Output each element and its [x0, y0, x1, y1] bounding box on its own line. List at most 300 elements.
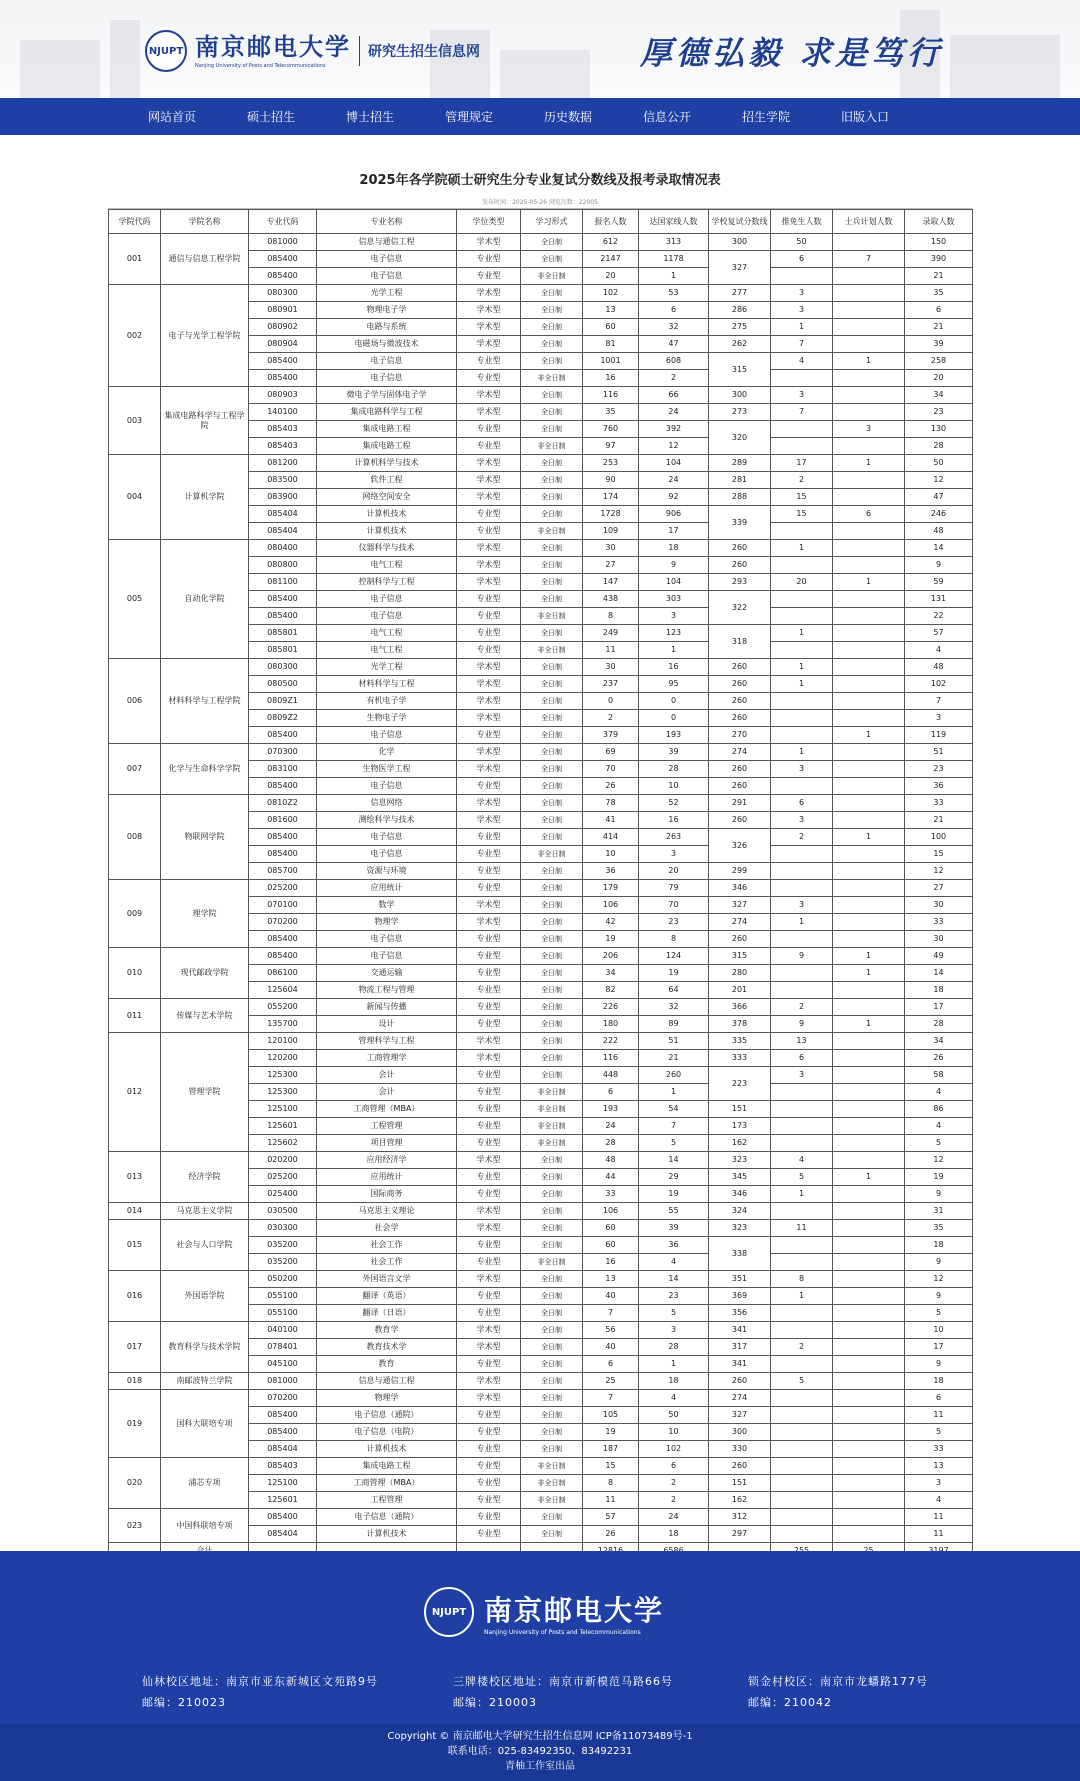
major-name: 工商管理学 [317, 1050, 457, 1067]
major-name: 设计 [317, 1016, 457, 1033]
college-code: 002 [109, 285, 161, 387]
college-code: 015 [109, 1220, 161, 1271]
school-score-line: 201 [709, 982, 771, 999]
exempt-students: 1 [771, 319, 833, 336]
school-score-line: 260 [709, 1373, 771, 1390]
major-name: 信息与通信工程 [317, 234, 457, 251]
study-mode: 全日制 [521, 999, 583, 1016]
school-score-line: 341 [709, 1356, 771, 1373]
national-line-passed: 313 [639, 234, 709, 251]
applicants: 106 [583, 1203, 639, 1220]
college-code: 013 [109, 1152, 161, 1203]
soldier-plan [833, 1135, 905, 1152]
degree-type: 学术型 [457, 472, 521, 489]
exempt-students: 5 [771, 1169, 833, 1186]
site-header [0, 0, 1080, 98]
study-mode: 全日制 [521, 812, 583, 829]
major-name: 集成电路工程 [317, 421, 457, 438]
applicants: 612 [583, 234, 639, 251]
major-name: 教育技术学 [317, 1339, 457, 1356]
school-score-line: 275 [709, 319, 771, 336]
admitted: 30 [905, 897, 973, 914]
nav-item[interactable]: 旧版入口 [841, 110, 890, 124]
exempt-students: 1 [771, 1186, 833, 1203]
national-line-passed: 3 [639, 608, 709, 625]
table-row [109, 1373, 973, 1390]
major-code: 085400 [249, 1509, 317, 1526]
admitted: 36 [905, 778, 973, 795]
degree-type: 专业型 [457, 625, 521, 642]
admitted: 33 [905, 1441, 973, 1458]
school-score-line: 341 [709, 1322, 771, 1339]
national-line-passed: 24 [639, 1509, 709, 1526]
nav-item[interactable]: 招生学院 [742, 110, 791, 124]
degree-type: 专业型 [457, 829, 521, 846]
admitted: 31 [905, 1203, 973, 1220]
soldier-plan [833, 608, 905, 625]
study-mode: 非全日制 [521, 1101, 583, 1118]
site-logo[interactable] [145, 30, 480, 72]
exempt-students: 3 [771, 812, 833, 829]
exempt-students: 7 [771, 336, 833, 353]
exempt-students: 13 [771, 1033, 833, 1050]
college-name: 中国科联培专项 [161, 1509, 249, 1543]
major-code: 080903 [249, 387, 317, 404]
soldier-plan [833, 863, 905, 880]
national-line-passed: 10 [639, 1424, 709, 1441]
exempt-students [771, 846, 833, 863]
degree-type: 专业型 [457, 999, 521, 1016]
major-code: 0809Z1 [249, 693, 317, 710]
exempt-students [771, 1526, 833, 1543]
study-mode: 全日制 [521, 1169, 583, 1186]
college-name: 自动化学院 [161, 540, 249, 659]
school-score-line: 378 [709, 1016, 771, 1033]
admitted: 14 [905, 965, 973, 982]
applicants: 60 [583, 1237, 639, 1254]
national-line-passed: 52 [639, 795, 709, 812]
admitted: 86 [905, 1101, 973, 1118]
degree-type: 学术型 [457, 336, 521, 353]
soldier-plan [833, 387, 905, 404]
degree-type: 专业型 [457, 1118, 521, 1135]
college-name: 物联网学院 [161, 795, 249, 880]
applicants: 34 [583, 965, 639, 982]
degree-type: 学术型 [457, 659, 521, 676]
major-code: 085400 [249, 1407, 317, 1424]
study-mode: 全日制 [521, 1271, 583, 1288]
degree-type: 学术型 [457, 557, 521, 574]
applicants: 179 [583, 880, 639, 897]
applicants: 40 [583, 1339, 639, 1356]
exempt-students: 3 [771, 1067, 833, 1084]
major-code: 0810Z2 [249, 795, 317, 812]
major-code: 070200 [249, 1390, 317, 1407]
school-score-line: 297 [709, 1526, 771, 1543]
national-line-passed: 5 [639, 1135, 709, 1152]
exempt-students: 1 [771, 744, 833, 761]
national-line-passed: 66 [639, 387, 709, 404]
school-score-line: 327 [709, 897, 771, 914]
major-name: 教育 [317, 1356, 457, 1373]
exempt-students [771, 438, 833, 455]
national-line-passed: 89 [639, 1016, 709, 1033]
major-code: 085403 [249, 1458, 317, 1475]
study-mode: 全日制 [521, 965, 583, 982]
degree-type: 专业型 [457, 1424, 521, 1441]
admitted: 33 [905, 795, 973, 812]
exempt-students: 9 [771, 948, 833, 965]
major-name: 计算机技术 [317, 523, 457, 540]
admitted: 11 [905, 1407, 973, 1424]
national-line-passed: 32 [639, 319, 709, 336]
major-code: 080902 [249, 319, 317, 336]
table-row [109, 1271, 973, 1288]
campus-xianlin [142, 1671, 378, 1713]
table-row [109, 1203, 973, 1220]
school-score-line: 223 [709, 1067, 771, 1101]
exempt-students: 20 [771, 574, 833, 591]
school-score-line: 300 [709, 234, 771, 251]
school-score-line: 270 [709, 727, 771, 744]
exempt-students: 6 [771, 1050, 833, 1067]
study-mode: 全日制 [521, 744, 583, 761]
major-code: 085400 [249, 1424, 317, 1441]
table-row [109, 234, 973, 251]
degree-type: 专业型 [457, 1067, 521, 1084]
national-line-passed: 2 [639, 1475, 709, 1492]
table-body [109, 234, 973, 1560]
national-line-passed: 7 [639, 1118, 709, 1135]
school-score-line: 312 [709, 1509, 771, 1526]
applicants: 60 [583, 1220, 639, 1237]
major-name: 电子信息 [317, 591, 457, 608]
exempt-students: 50 [771, 234, 833, 251]
table-row [109, 999, 973, 1016]
school-score-line: 286 [709, 302, 771, 319]
major-code: 085700 [249, 863, 317, 880]
soldier-plan [833, 268, 905, 285]
school-score-line: 260 [709, 659, 771, 676]
national-line-passed: 92 [639, 489, 709, 506]
admitted: 35 [905, 1220, 973, 1237]
soldier-plan [833, 540, 905, 557]
study-mode: 全日制 [521, 1373, 583, 1390]
degree-type: 专业型 [457, 1186, 521, 1203]
admitted: 21 [905, 319, 973, 336]
admitted: 12 [905, 1152, 973, 1169]
major-code: 030500 [249, 1203, 317, 1220]
national-line-passed: 55 [639, 1203, 709, 1220]
major-name: 管理科学与工程 [317, 1033, 457, 1050]
exempt-students [771, 1203, 833, 1220]
exempt-students [771, 1424, 833, 1441]
national-line-passed: 51 [639, 1033, 709, 1050]
major-name: 新闻与传播 [317, 999, 457, 1016]
study-mode: 全日制 [521, 1526, 583, 1543]
national-line-passed: 29 [639, 1169, 709, 1186]
applicants: 8 [583, 1475, 639, 1492]
study-mode: 全日制 [521, 931, 583, 948]
admitted: 58 [905, 1067, 973, 1084]
nav-item[interactable]: 历史数据 [544, 110, 593, 124]
degree-type: 学术型 [457, 234, 521, 251]
soldier-plan [833, 472, 905, 489]
school-score-line: 260 [709, 812, 771, 829]
degree-type: 专业型 [457, 863, 521, 880]
admitted: 4 [905, 1084, 973, 1101]
major-code: 025400 [249, 1186, 317, 1203]
admitted: 30 [905, 931, 973, 948]
study-mode: 全日制 [521, 251, 583, 268]
study-mode: 全日制 [521, 455, 583, 472]
degree-type: 学术型 [457, 1152, 521, 1169]
national-line-passed: 1 [639, 1356, 709, 1373]
soldier-plan [833, 625, 905, 642]
soldier-plan [833, 285, 905, 302]
degree-type: 专业型 [457, 1135, 521, 1152]
applicants: 82 [583, 982, 639, 999]
national-line-passed: 2 [639, 370, 709, 387]
admitted: 28 [905, 1016, 973, 1033]
soldier-plan [833, 1339, 905, 1356]
major-code: 055100 [249, 1305, 317, 1322]
school-score-line: 288 [709, 489, 771, 506]
admitted: 17 [905, 999, 973, 1016]
study-mode: 全日制 [521, 1220, 583, 1237]
soldier-plan: 1 [833, 1169, 905, 1186]
degree-type: 专业型 [457, 1305, 521, 1322]
major-code: 070300 [249, 744, 317, 761]
national-line-passed: 23 [639, 1288, 709, 1305]
applicants: 180 [583, 1016, 639, 1033]
soldier-plan [833, 982, 905, 999]
soldier-plan [833, 846, 905, 863]
exempt-students [771, 1118, 833, 1135]
soldier-plan [833, 1067, 905, 1084]
exempt-students: 15 [771, 506, 833, 523]
school-score-line: 356 [709, 1305, 771, 1322]
degree-type: 学术型 [457, 693, 521, 710]
logo-university-name: 南京邮电大学 [195, 32, 351, 61]
study-mode: 全日制 [521, 234, 583, 251]
study-mode: 全日制 [521, 1424, 583, 1441]
study-mode: 全日制 [521, 914, 583, 931]
college-code: 011 [109, 999, 161, 1033]
school-score-line: 291 [709, 795, 771, 812]
major-code: 085404 [249, 523, 317, 540]
degree-type: 学术型 [457, 1322, 521, 1339]
degree-type: 专业型 [457, 506, 521, 523]
exempt-students: 8 [771, 1271, 833, 1288]
degree-type: 学术型 [457, 1203, 521, 1220]
soldier-plan [833, 1441, 905, 1458]
study-mode: 非全日制 [521, 268, 583, 285]
major-name: 电子信息（通院） [317, 1509, 457, 1526]
table-row [109, 285, 973, 302]
applicants: 13 [583, 302, 639, 319]
major-name: 光学工程 [317, 659, 457, 676]
national-line-passed: 3 [639, 1322, 709, 1339]
national-line-passed: 20 [639, 863, 709, 880]
admitted: 27 [905, 880, 973, 897]
applicants: 26 [583, 778, 639, 795]
footer-logo [424, 1587, 664, 1637]
study-mode: 全日制 [521, 1339, 583, 1356]
exempt-students [771, 965, 833, 982]
header-slogan: 厚德弘毅 求是笃行 [640, 34, 944, 72]
school-score-line: 260 [709, 693, 771, 710]
national-line-passed: 24 [639, 404, 709, 421]
soldier-plan [833, 897, 905, 914]
exempt-students: 3 [771, 387, 833, 404]
nav-item[interactable]: 博士招生 [346, 110, 395, 124]
footer-emblem-icon: NJUPT [424, 1587, 474, 1637]
column-header: 专业名称 [317, 210, 457, 234]
major-name: 应用统计 [317, 1169, 457, 1186]
campus-zip: 邮编：210042 [748, 1696, 832, 1709]
major-code: 083900 [249, 489, 317, 506]
school-score-line: 345 [709, 1169, 771, 1186]
soldier-plan: 6 [833, 506, 905, 523]
study-mode: 全日制 [521, 1390, 583, 1407]
college-code: 005 [109, 540, 161, 659]
major-code: 125100 [249, 1475, 317, 1492]
exempt-students: 4 [771, 1152, 833, 1169]
nav-item[interactable]: 信息公开 [643, 110, 692, 124]
college-name: 传媒与艺术学院 [161, 999, 249, 1033]
soldier-plan [833, 999, 905, 1016]
national-line-passed: 18 [639, 540, 709, 557]
degree-type: 专业型 [457, 1084, 521, 1101]
school-score-line: 151 [709, 1475, 771, 1492]
major-code: 085400 [249, 591, 317, 608]
degree-type: 专业型 [457, 1288, 521, 1305]
soldier-plan [833, 1424, 905, 1441]
school-score-line: 300 [709, 1424, 771, 1441]
applicants: 28 [583, 1135, 639, 1152]
admitted: 34 [905, 1033, 973, 1050]
admitted: 10 [905, 1322, 973, 1339]
national-line-passed: 123 [639, 625, 709, 642]
study-mode: 全日制 [521, 319, 583, 336]
applicants: 25 [583, 1373, 639, 1390]
major-name: 应用经济学 [317, 1152, 457, 1169]
major-code: 055100 [249, 1288, 317, 1305]
school-score-line: 346 [709, 1186, 771, 1203]
major-name: 物理学 [317, 1390, 457, 1407]
major-name: 生物医学工程 [317, 761, 457, 778]
study-mode: 全日制 [521, 1509, 583, 1526]
major-name: 集成电路工程 [317, 1458, 457, 1475]
publish-meta: 发布时间：2025-05-26 浏览次数：22005 [482, 199, 598, 206]
major-code: 120100 [249, 1033, 317, 1050]
school-score-line: 277 [709, 285, 771, 302]
major-name: 翻译（英语） [317, 1288, 457, 1305]
applicants: 48 [583, 1152, 639, 1169]
admitted: 4 [905, 642, 973, 659]
logo-english-name: Nanjing University of Posts and Telecommunications [195, 63, 326, 69]
major-name: 有机电子学 [317, 693, 457, 710]
soldier-plan [833, 1118, 905, 1135]
school-score-line: 274 [709, 1390, 771, 1407]
admitted: 4 [905, 1118, 973, 1135]
applicants: 206 [583, 948, 639, 965]
study-mode: 全日制 [521, 1322, 583, 1339]
national-line-passed: 18 [639, 1526, 709, 1543]
school-score-line: 300 [709, 387, 771, 404]
national-line-passed: 16 [639, 812, 709, 829]
applicants: 81 [583, 336, 639, 353]
soldier-plan: 1 [833, 353, 905, 370]
national-line-passed: 12 [639, 438, 709, 455]
degree-type: 学术型 [457, 897, 521, 914]
degree-type: 专业型 [457, 1237, 521, 1254]
national-line-passed: 263 [639, 829, 709, 846]
soldier-plan [833, 489, 905, 506]
exempt-students: 3 [771, 897, 833, 914]
degree-type: 学术型 [457, 285, 521, 302]
school-score-line: 293 [709, 574, 771, 591]
school-score-line: 260 [709, 1458, 771, 1475]
study-mode: 全日制 [521, 659, 583, 676]
major-code: 080904 [249, 336, 317, 353]
page-title: 2025年各学院硕士研究生分专业复试分数线及报考录取情况表 [359, 173, 721, 188]
national-line-passed: 0 [639, 693, 709, 710]
major-code: 085404 [249, 506, 317, 523]
study-mode: 非全日制 [521, 370, 583, 387]
soldier-plan [833, 761, 905, 778]
applicants: 11 [583, 642, 639, 659]
exempt-students: 1 [771, 540, 833, 557]
admitted: 102 [905, 676, 973, 693]
study-mode: 全日制 [521, 1016, 583, 1033]
applicants: 56 [583, 1322, 639, 1339]
degree-type: 专业型 [457, 251, 521, 268]
admitted: 59 [905, 574, 973, 591]
soldier-plan [833, 557, 905, 574]
major-name: 光学工程 [317, 285, 457, 302]
footer-university-name: 南京邮电大学 [484, 1593, 665, 1627]
school-score-line: 281 [709, 472, 771, 489]
campus-address: 锁金村校区：南京市龙蟠路177号 [748, 1675, 928, 1688]
nav-item[interactable]: 管理规定 [445, 110, 494, 124]
soldier-plan [833, 693, 905, 710]
admitted: 9 [905, 557, 973, 574]
major-code: 078401 [249, 1339, 317, 1356]
degree-type: 专业型 [457, 846, 521, 863]
national-line-passed: 24 [639, 472, 709, 489]
degree-type: 专业型 [457, 438, 521, 455]
major-name: 电子信息 [317, 846, 457, 863]
degree-type: 学术型 [457, 302, 521, 319]
admitted: 22 [905, 608, 973, 625]
nav-item[interactable]: 硕士招生 [247, 110, 296, 124]
national-line-passed: 6 [639, 302, 709, 319]
major-code: 085400 [249, 268, 317, 285]
applicants: 27 [583, 557, 639, 574]
nav-item[interactable]: 网站首页 [148, 110, 197, 124]
exempt-students: 2 [771, 829, 833, 846]
table-row [109, 744, 973, 761]
major-code: 085400 [249, 251, 317, 268]
admitted: 47 [905, 489, 973, 506]
applicants: 19 [583, 931, 639, 948]
national-line-passed: 95 [639, 676, 709, 693]
national-line-passed: 17 [639, 523, 709, 540]
school-score-line: 274 [709, 914, 771, 931]
school-score-line: 173 [709, 1118, 771, 1135]
